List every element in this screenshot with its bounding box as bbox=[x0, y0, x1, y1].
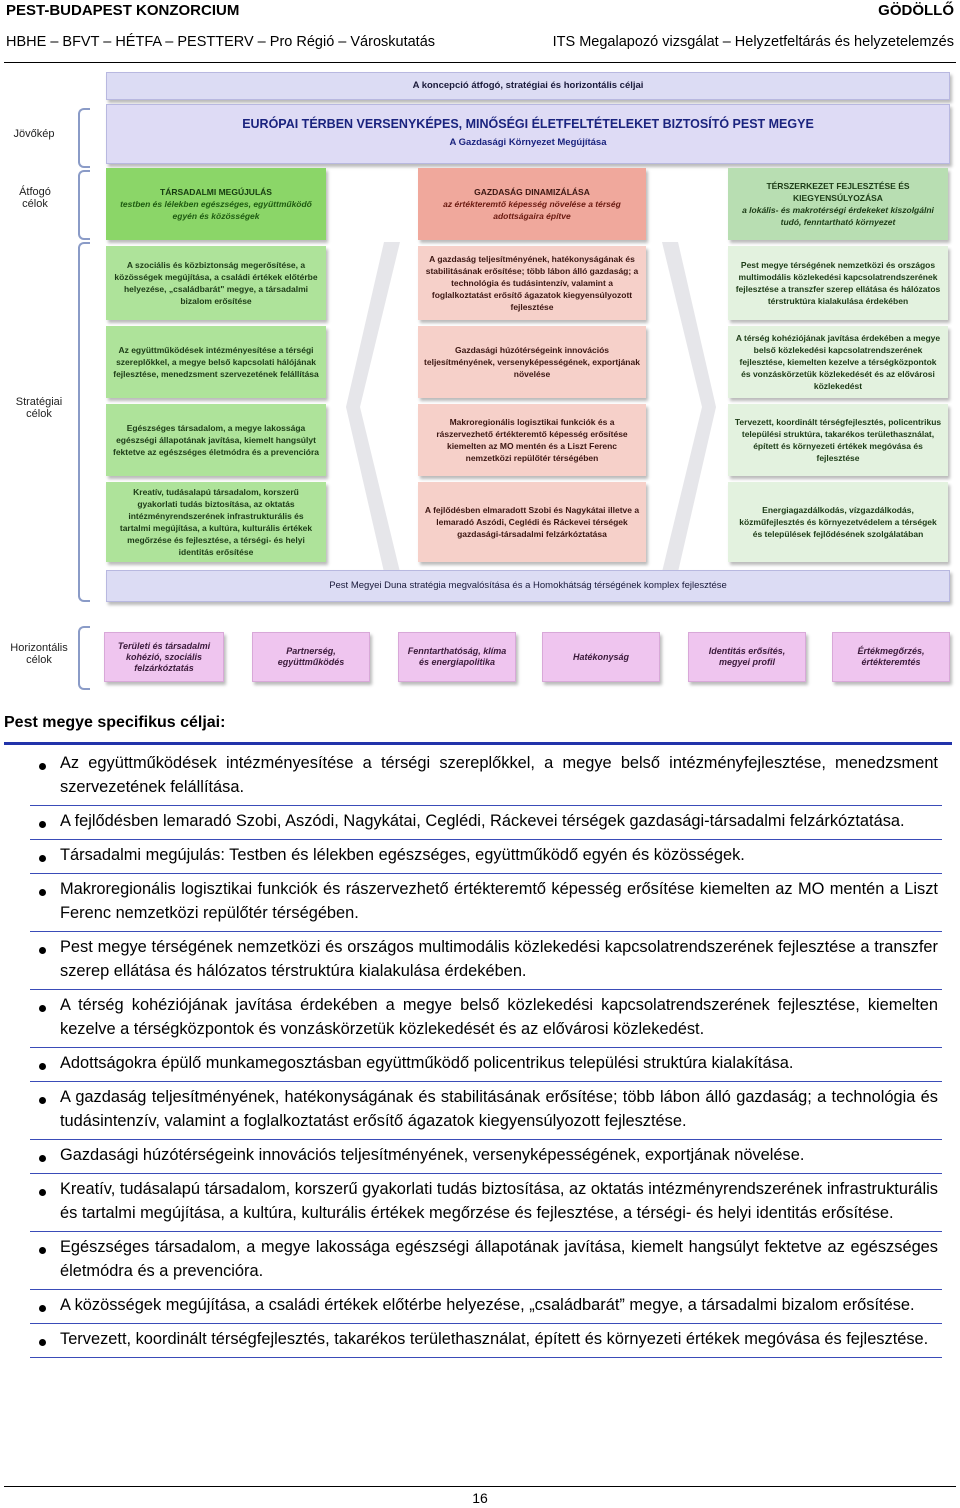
strategic-left-4: Kreatív, tudásalapú társadalom, korszerű gyakorlati tudás biztosítása, az oktatás intézményrendszerének infrastrukturális és tartalmi megújítása, a kultúra, kulturális értékek megőrzése és fejlesztése, a térségi- és helyi identitás erősítése bbox=[106, 482, 326, 562]
overarching-economy-title: GAZDASÁG DINAMIZÁLÁSA bbox=[474, 187, 590, 197]
bullet-icon bbox=[39, 1247, 46, 1254]
overarching-social-text: testben és lélekben egészséges, együttműködő egyén és közösségek bbox=[120, 199, 312, 221]
side-label-overarching: Átfogó célok bbox=[19, 186, 51, 210]
side-label-vision: Jövőkép bbox=[13, 128, 55, 140]
page-header bbox=[6, 2, 954, 22]
section-rule bbox=[4, 742, 952, 745]
side-label-strategic: Stratégiai célok bbox=[15, 396, 63, 420]
strategic-mid-4: A fejlődésben elmaradott Szobi és Nagykátai illetve a lemaradó Aszódi, Ceglédi és Ráckevei térségek gazdasági-társadalmi felzárkóztatása bbox=[418, 482, 646, 562]
strategic-mid-1: A gazdaság teljesítményének, hatékonyságának és stabilitásának erősítése; több lábon álló gazdaság; a technológia és tudásintenzív, valamint a foglalkoztatást erősítő ágazatok kiegyensúlyozott fejlesztése bbox=[418, 246, 646, 320]
vision-title: EURÓPAI TÉRBEN VERSENYKÉPES, MINŐSÉGI ÉLETFELTÉTELEKET BIZTOSÍTÓ PEST MEGYE bbox=[242, 117, 814, 131]
list-item: Adottságokra épülő munkamegosztásban együttműködő policentrikus települési struktúra kialakítása. bbox=[30, 1048, 942, 1082]
strategic-right-1: Pest megye térségének nemzetközi és országos multimodális közlekedési kapcsolatrendszerének fejlesztése a transzfer szerep ellátása és hálózatos térstruktúra kialakulása érdekében bbox=[728, 246, 948, 320]
duna-band: Pest Megyei Duna stratégia megvalósítása és a Homokhátság térségének komplex fejlesztése bbox=[106, 570, 950, 602]
bullet-icon bbox=[39, 821, 46, 828]
overarching-spatial bbox=[728, 168, 948, 240]
brace-horizontal bbox=[78, 626, 90, 690]
header-org: PEST-BUDAPEST KONZORCIUM bbox=[6, 2, 240, 19]
bullet-icon bbox=[39, 1005, 46, 1012]
list-item: A térség kohéziójának javítása érdekében a megye belső közlekedési kapcsolatrendszerének fejlesztése, kiemelten kezelve a térségközpontok és vonzáskörzetük közlekedését és az elővárosi közlekedést. bbox=[30, 990, 942, 1048]
brace-strategic bbox=[78, 242, 90, 602]
concept-band: A koncepció átfogó, stratégiai és horizontális céljai bbox=[106, 72, 950, 100]
strategic-mid-2: Gazdasági húzótérségeink innovációs teljesítményének, versenyképességének, exportjának növelése bbox=[418, 326, 646, 398]
strategic-right-2: A térség kohéziójának javítása érdekében a megye belső közlekedési kapcsolatrendszerének fejlesztése, kiemelten kezelve a térségközpontok és vonzáskörzetük közlekedését és az elővárosi közlekedést bbox=[728, 326, 948, 398]
bullet-icon bbox=[39, 1097, 46, 1104]
list-item: Tervezett, koordinált térségfejlesztés, takarékos területhasználat, épített és környezeti értékek megóvása és fejlesztése. bbox=[30, 1324, 942, 1358]
overarching-spatial-text: a lokális- és makrotérségi érdekeket kiszolgálni tudó, fenntartható környezet bbox=[742, 205, 934, 227]
horizontal-goal-values: Értékmegőrzés, értékteremtés bbox=[832, 632, 950, 682]
page-number: 16 bbox=[472, 1490, 488, 1506]
list-item: A gazdaság teljesítményének, hatékonyságának és stabilitásának erősítése; több lábon álló gazdaság; a technológia és tudásintenzív, valamint a foglalkoztatást erősítő ágazatok kiegyensúlyozott fejlesztése. bbox=[30, 1082, 942, 1140]
vision-box bbox=[106, 104, 950, 164]
list-item: Pest megye térségének nemzetközi és országos multimodális közlekedési kapcsolatrendszerének fejlesztése a transzfer szerep ellátása és hálózatos térstruktúra kialakulása érdekében. bbox=[30, 932, 942, 990]
overarching-economy bbox=[418, 168, 646, 240]
overarching-spatial-title: TÉRSZERKEZET FEJLESZTÉSE ÉS KIEGYENSÚLYOZÁSA bbox=[766, 181, 910, 203]
list-item: A közösségek megújítása, a családi értékek előtérbe helyezése, „családbarát” megye, a társadalmi bizalom erősítése. bbox=[30, 1290, 942, 1324]
strategic-left-3: Egészséges társadalom, a megye lakossága egészségi állapotának javítása, kiemelt hangsúlyt fektetve az egészséges életmódra és a prevencióra bbox=[106, 404, 326, 476]
bullet-icon bbox=[39, 1063, 46, 1070]
bullet-icon bbox=[39, 1155, 46, 1162]
overarching-economy-text: az értékteremtő képesség növelése a térség adottságaira építve bbox=[443, 199, 621, 221]
side-label-horizontal: Horizontális célok bbox=[10, 642, 68, 666]
bullet-icon bbox=[39, 889, 46, 896]
bullet-icon bbox=[39, 763, 46, 770]
list-item: Az együttműködések intézményesítése a térségi szereplőkkel, a megye belső intézményfejlesztése, menedzsment szervezetének felállítása. bbox=[30, 748, 942, 806]
list-item: Makroregionális logisztikai funkciók és rászervezhető értékteremtő képesség erősítése kiemelten az MO mentén a Liszt Ferenc nemzetközi repülőtér térségében. bbox=[30, 874, 942, 932]
bullet-icon bbox=[39, 1305, 46, 1312]
double-arrow-right-icon bbox=[656, 242, 722, 572]
overarching-social-title: TÁRSADALMI MEGÚJULÁS bbox=[160, 187, 272, 197]
double-arrow-left-icon bbox=[340, 242, 406, 572]
horizontal-goal-efficiency: Hatékonyság bbox=[542, 632, 660, 682]
bullet-icon bbox=[39, 947, 46, 954]
horizontal-goal-cohesion: Területi és társadalmi kohézió, szociális felzárkóztatás bbox=[104, 632, 224, 682]
strategic-left-1: A szociális és közbiztonság megerősítése, a közösségek megújítása, a családi értékek előtérbe helyezése, „családbarát" megye, a társadalmi bizalom erősítése bbox=[106, 246, 326, 320]
horizontal-goal-identity: Identitás erősítés, megyei profil bbox=[688, 632, 806, 682]
strategic-mid-3: Makroregionális logisztikai funkciók és a rászervezhető értékteremtő képesség erősítése kiemelten az MO mentén és a Liszt Ferenc nemzetközi repülőtér térségében bbox=[418, 404, 646, 476]
list-item: Gazdasági húzótérségeink innovációs teljesítményének, versenyképességének, exportjának növelése. bbox=[30, 1140, 942, 1174]
header-city: GÖDÖLLŐ bbox=[878, 2, 954, 19]
footer-divider bbox=[4, 1486, 956, 1487]
bullet-icon bbox=[39, 1339, 46, 1346]
header-doc: ITS Megalapozó vizsgálat – Helyzetfeltárás és helyzetelemzés bbox=[552, 34, 954, 50]
header-partners: HBHE – BFVT – HÉTFA – PESTTERV – Pro Régió – Városkutatás bbox=[6, 34, 436, 50]
horizontal-goal-partnership: Partnerség, együttműködés bbox=[252, 632, 370, 682]
bullet-icon bbox=[39, 1189, 46, 1196]
header-divider bbox=[4, 62, 956, 63]
strategic-left-2: Az együttműködések intézményesítése a térségi szereplőkkel, a megye belső kapcsolati hálójának fejlesztése, menedzsment szervezetének felállítása bbox=[106, 326, 326, 398]
section-title: Pest megye specifikus céljai: bbox=[4, 714, 226, 731]
brace-vision bbox=[78, 108, 90, 168]
horizontal-goal-sustainability: Fenntarthatóság, klíma és energiapolitika bbox=[398, 632, 516, 682]
goals-list bbox=[30, 748, 942, 1358]
list-item: A fejlődésben lemaradó Szobi, Aszódi, Nagykátai, Ceglédi, Ráckevei térségek gazdasági-társadalmi felzárkóztatása. bbox=[30, 806, 942, 840]
bullet-icon bbox=[39, 855, 46, 862]
overarching-social bbox=[106, 168, 326, 240]
list-item: Kreatív, tudásalapú társadalom, korszerű gyakorlati tudás biztosítása, az oktatás intézményrendszerének infrastrukturális és tartalmi megújítása, a kultúra, kulturális értékek megőrzése és fejlesztése, a térségi- és helyi identitás erősítése. bbox=[30, 1174, 942, 1232]
brace-overarching bbox=[78, 170, 90, 240]
strategic-right-3: Tervezett, koordinált térségfejlesztés, policentrikus települési struktúra, takarékos területhasználat, épített és környezeti értékek megóvása és fejlesztése bbox=[728, 404, 948, 476]
vision-subtitle: A Gazdasági Környezet Megújítása bbox=[449, 137, 607, 148]
strategy-diagram bbox=[0, 66, 960, 696]
list-item: Társadalmi megújulás: Testben és lélekben egészséges, együttműködő egyén és közösségek. bbox=[30, 840, 942, 874]
strategic-right-4: Energiagazdálkodás, vízgazdálkodás, közműfejlesztés és környezetvédelem a térségek és települések fejlődésének szolgálatában bbox=[728, 482, 948, 562]
list-item: Egészséges társadalom, a megye lakossága egészségi állapotának javítása, kiemelt hangsúlyt fektetve az egészséges életmódra és a prevencióra. bbox=[30, 1232, 942, 1290]
